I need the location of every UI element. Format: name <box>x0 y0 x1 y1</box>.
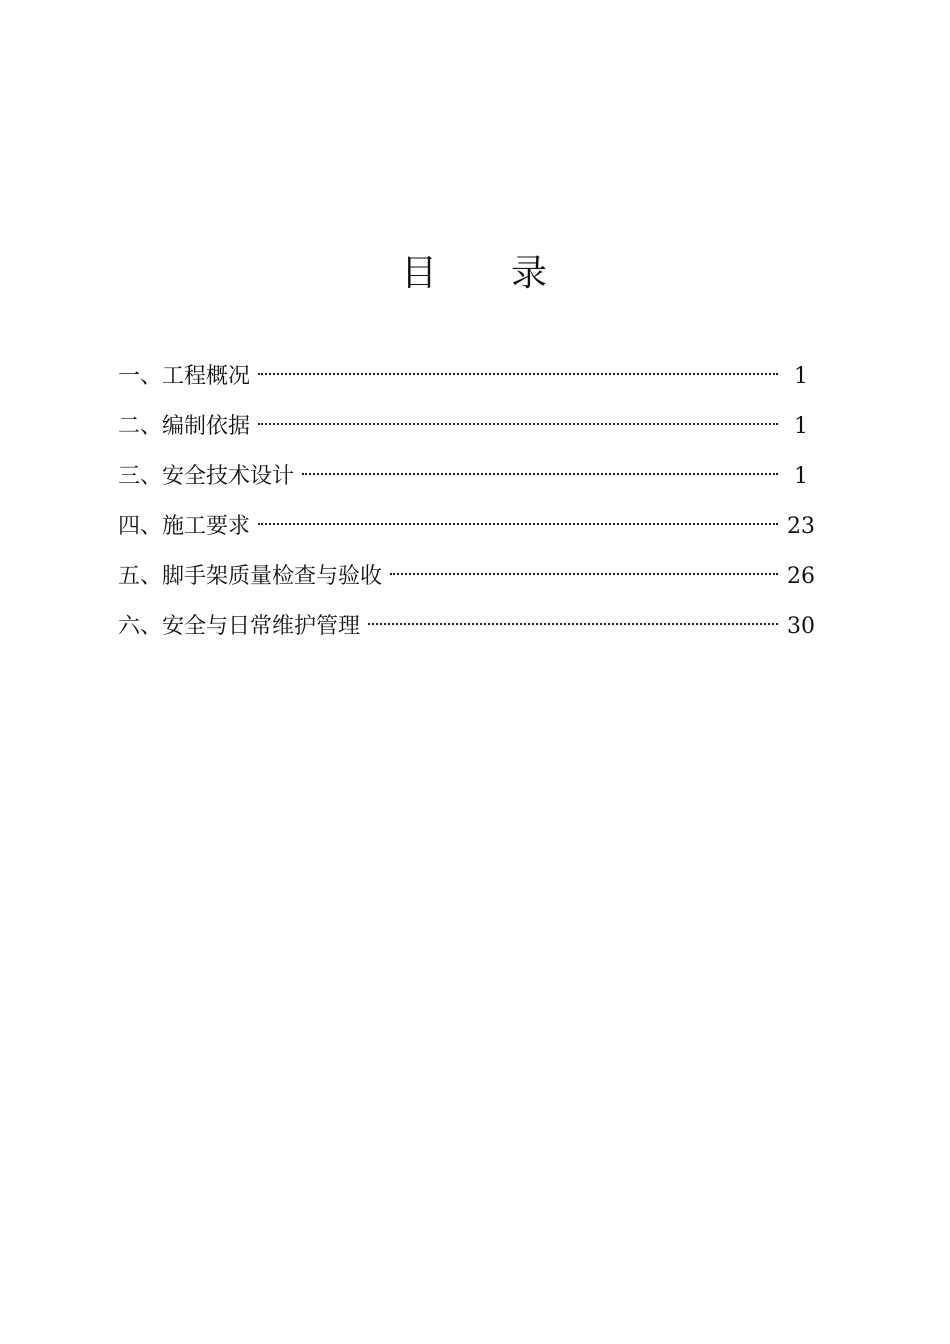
toc-entry-title: 四、施工要求 <box>118 514 251 539</box>
toc-entry[interactable] <box>118 402 818 452</box>
toc-page-number: 26 <box>787 564 815 589</box>
toc-leader-dots <box>302 473 778 475</box>
toc-page-number: 23 <box>787 514 815 539</box>
toc-page-number: 1 <box>794 414 808 439</box>
toc-page-number: 1 <box>794 464 808 489</box>
toc-page-number: 1 <box>794 364 808 389</box>
title-char-2: 录 <box>511 253 550 294</box>
page-title <box>0 248 950 300</box>
toc-entry[interactable] <box>118 552 818 602</box>
toc-entry[interactable] <box>118 452 818 502</box>
toc-leader-dots <box>258 373 778 375</box>
toc-leader-dots <box>258 423 778 425</box>
toc-leader-dots <box>258 523 778 525</box>
toc-entry-title: 三、安全技术设计 <box>118 464 295 489</box>
toc-entry-title: 一、工程概况 <box>118 364 251 389</box>
toc-entry[interactable] <box>118 352 818 402</box>
toc-entry-title: 五、脚手架质量检查与验收 <box>118 564 383 589</box>
title-char-1: 目 <box>400 253 439 294</box>
table-of-contents <box>118 352 818 652</box>
toc-entry[interactable] <box>118 602 818 652</box>
toc-entry-title: 六、安全与日常维护管理 <box>118 614 361 639</box>
toc-leader-dots <box>368 623 778 625</box>
toc-page-number: 30 <box>787 614 815 639</box>
toc-leader-dots <box>390 573 778 575</box>
toc-entry[interactable] <box>118 502 818 552</box>
toc-entry-title: 二、编制依据 <box>118 414 251 439</box>
